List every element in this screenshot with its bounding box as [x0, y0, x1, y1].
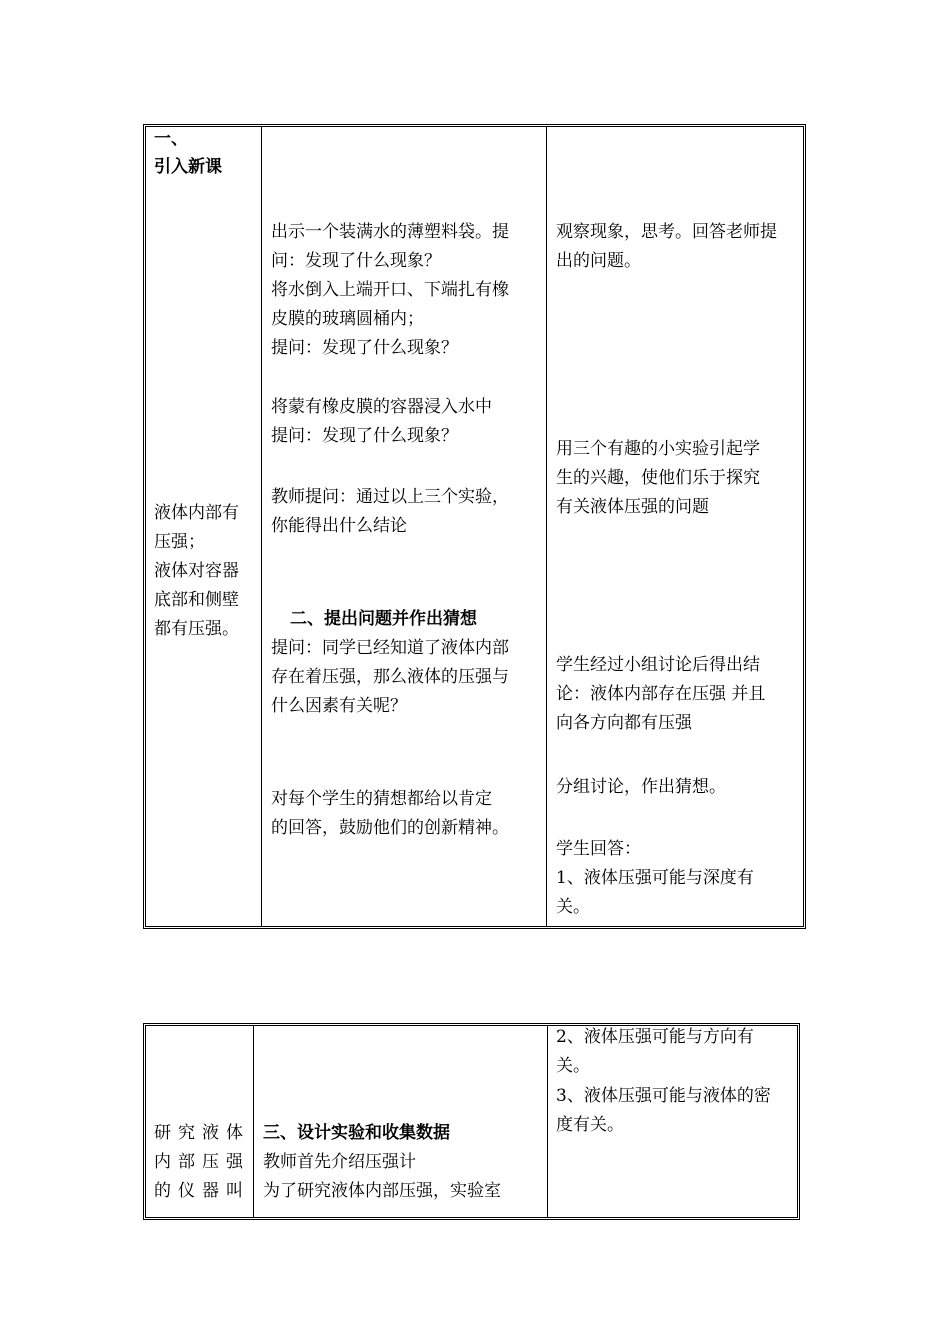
teacher-activity-line: 教师首先介绍压强计: [263, 1152, 416, 1172]
col1-text-line: 液体内部有: [154, 503, 239, 523]
column-divider: [546, 127, 547, 926]
teacher-activity-line: 将水倒入上端开口、下端扎有橡: [271, 280, 509, 300]
section-1-number: 一、: [154, 129, 188, 149]
col1-text-line: 的仪器叫: [154, 1181, 250, 1201]
teacher-activity-line: 存在着压强，那么液体的压强与: [271, 667, 509, 687]
col1-text-line: 研究液体: [154, 1123, 250, 1143]
teacher-activity-line: 问：发现了什么现象？: [271, 251, 441, 271]
student-activity-line: 1、液体压强可能与深度有: [556, 868, 754, 888]
teacher-activity-line: 对每个学生的猜想都给以肯定: [271, 789, 492, 809]
teacher-activity-line: 你能得出什么结论: [271, 516, 407, 536]
student-activity-line: 2、液体压强可能与方向有: [556, 1027, 754, 1047]
student-activity-line: 关。: [556, 897, 590, 917]
lesson-table-2: [143, 1023, 800, 1220]
student-activity-line: 关。: [556, 1056, 590, 1076]
teacher-activity-line: 出示一个装满水的薄塑料袋。提: [271, 222, 509, 242]
student-activity-line: 观察现象，思考。回答老师提: [556, 222, 777, 242]
section-1-title: 引入新课: [154, 157, 222, 177]
col1-text-line: 底部和侧壁: [154, 590, 239, 610]
lesson-table-1: [143, 124, 806, 929]
teacher-activity-line: 提问：发现了什么现象？: [271, 426, 458, 446]
section-3-heading: 三、设计实验和收集数据: [263, 1123, 450, 1143]
student-activity-line: 分组讨论，作出猜想。: [556, 777, 726, 797]
teacher-activity-line: 什么因素有关呢？: [271, 696, 407, 716]
student-activity-line: 3、液体压强可能与液体的密: [556, 1086, 771, 1106]
student-activity-line: 论：液体内部存在压强 并且: [556, 684, 766, 704]
col1-text-line: 内部压强: [154, 1152, 250, 1172]
student-activity-line: 向各方向都有压强: [556, 713, 692, 733]
teacher-activity-line: 提问：发现了什么现象？: [271, 338, 458, 358]
teacher-activity-line: 提问：同学已经知道了液体内部: [271, 638, 509, 658]
student-activity-line: 用三个有趣的小实验引起学: [556, 439, 760, 459]
teacher-activity-line: 教师提问：通过以上三个实验，: [271, 487, 509, 507]
teacher-activity-line: 将蒙有橡皮膜的容器浸入水中: [271, 397, 492, 417]
teacher-activity-line: 为了研究液体内部压强，实验室: [263, 1181, 501, 1201]
col1-text-line: 液体对容器: [154, 561, 239, 581]
student-activity-line: 学生经过小组讨论后得出结: [556, 655, 760, 675]
col1-text-line: 压强；: [154, 532, 205, 552]
column-divider: [253, 1026, 254, 1217]
column-divider: [547, 1026, 548, 1217]
col1-text-line: 都有压强。: [154, 619, 239, 639]
student-activity-line: 生的兴趣，使他们乐于探究: [556, 468, 760, 488]
column-divider: [261, 127, 262, 926]
section-2-heading: 二、提出问题并作出猜想: [290, 609, 477, 629]
student-activity-line: 有关液体压强的问题: [556, 497, 709, 517]
teacher-activity-line: 的回答，鼓励他们的创新精神。: [271, 818, 509, 838]
student-activity-line: 学生回答：: [556, 839, 641, 859]
teacher-activity-line: 皮膜的玻璃圆桶内；: [271, 309, 424, 329]
student-activity-line: 出的问题。: [556, 251, 641, 271]
student-activity-line: 度有关。: [556, 1115, 624, 1135]
